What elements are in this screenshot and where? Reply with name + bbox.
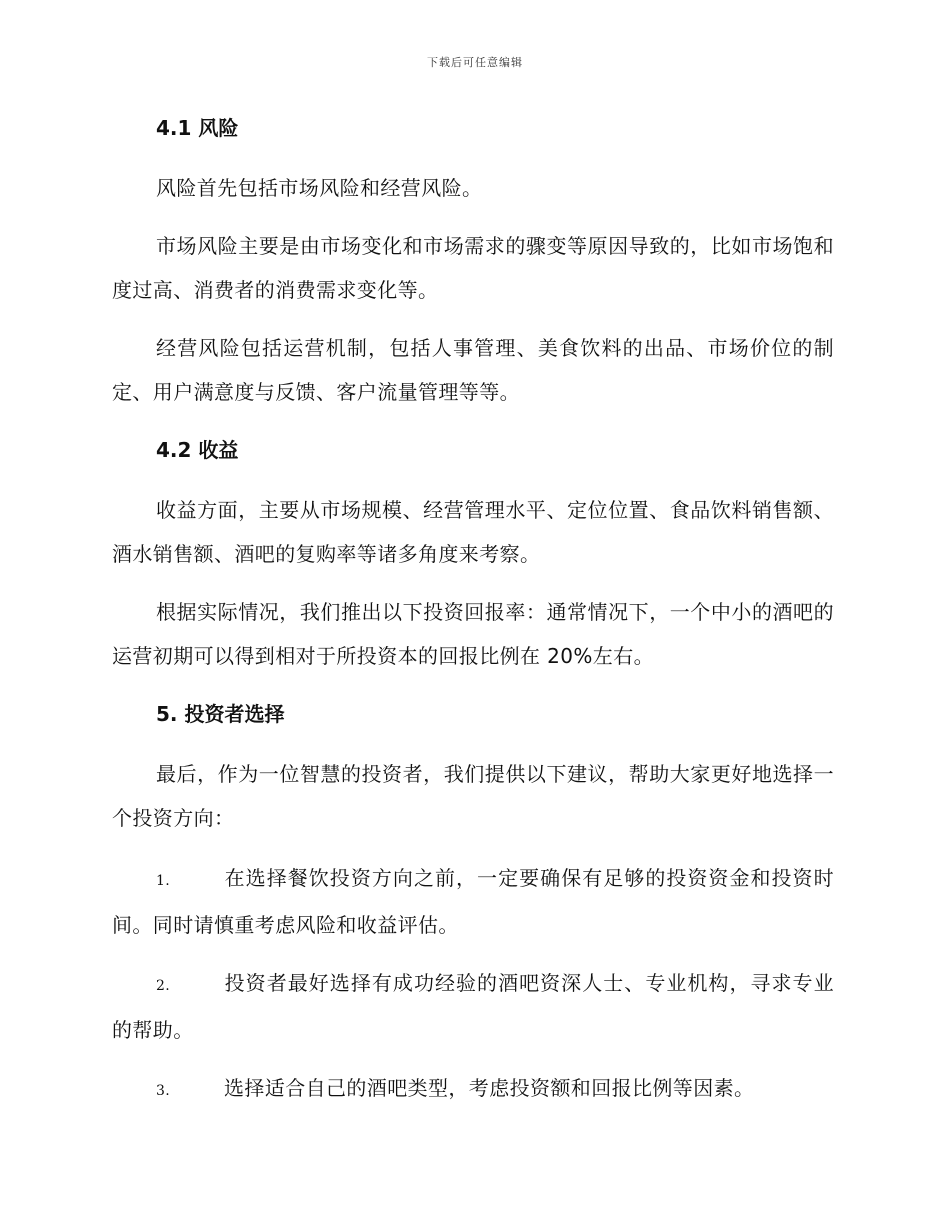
list-item-text: 投资者最好选择有成功经验的酒吧资深人士、专业机构，寻求专业的帮助。 [112, 971, 834, 1042]
list-item [112, 961, 834, 1052]
section-heading-risk: 4.1 风险 [156, 116, 239, 140]
risk-paragraph-1: 风险首先包括市场风险和经营风险。 [156, 176, 483, 200]
list-item [112, 856, 834, 947]
return-paragraph-2: 根据实际情况，我们推出以下投资回报率：通常情况下，一个中小的酒吧的运营初期可以得到相对于所投资本的回报比例在 20%左右。 [112, 600, 834, 668]
list-item-number: 2. [156, 978, 171, 994]
section-heading-return: 4.2 收益 [156, 438, 239, 462]
choice-paragraph-1: 最后，作为一位智慧的投资者，我们提供以下建议，帮助大家更好地选择一个投资方向： [112, 762, 834, 830]
return-paragraph-1: 收益方面，主要从市场规模、经营管理水平、定位位置、食品饮料销售额、酒水销售额、酒吧的复购率等诸多角度来考察。 [112, 498, 834, 566]
document-body [112, 106, 834, 1113]
risk-paragraph-3: 经营风险包括运营机制，包括人事管理、美食饮料的出品、市场价位的制定、用户满意度与反馈、客户流量管理等等。 [112, 336, 834, 404]
list-item-text: 在选择餐饮投资方向之前，一定要确保有足够的投资资金和投资时间。同时请慎重考虑风险和收益评估。 [112, 866, 834, 937]
list-item [112, 1066, 834, 1113]
section-heading-choice: 5. 投资者选择 [156, 702, 285, 726]
list-item-number: 1. [156, 873, 171, 889]
page-header: 下载后可任意编辑 [427, 56, 523, 69]
list-item-number: 3. [156, 1083, 171, 1099]
risk-paragraph-2: 市场风险主要是由市场变化和市场需求的骤变等原因导致的，比如市场饱和度过高、消费者的消费需求变化等。 [112, 234, 834, 302]
list-item-text: 选择适合自己的酒吧类型，考虑投资额和回报比例等因素。 [224, 1076, 755, 1100]
